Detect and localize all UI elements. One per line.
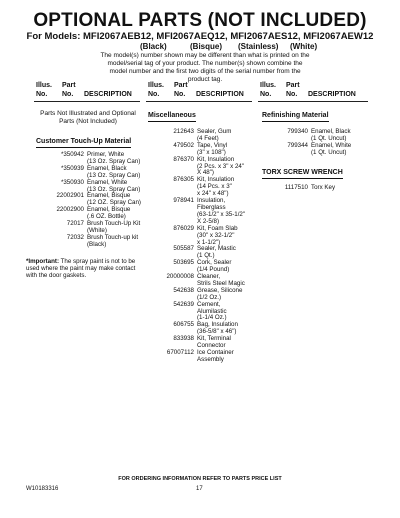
part-number: 1117510 [284,184,308,191]
header-rule-1 [34,101,140,102]
description-label: DESCRIPTION [84,90,132,98]
page-number: 17 [196,486,203,492]
list-item [148,246,254,260]
part-number: 72032 [66,233,84,241]
miscellaneous-list [148,129,254,364]
part-description: Ice Container Assembly [197,349,234,363]
illus-label: Illus. [36,82,52,89]
part-number: 876305 [173,176,194,184]
part-label: Part [174,82,188,89]
part-description: Enamel, Black (1 Qt. Uncut) [311,128,351,142]
part-description: Primer, White (13 Oz. Spray Can) [87,151,141,165]
column-header-1 [36,82,132,99]
part-number: 20000008 [166,273,194,281]
part-label: Part [286,82,300,89]
part-description: Enamel, White (1 Qt. Uncut) [311,141,352,156]
color-white: (White) [290,42,318,51]
part-number: 212643 [173,128,194,135]
list-item [36,152,140,166]
header-rule-2 [146,101,252,102]
part-description: Cleaner, Strils Steel Magic [197,273,245,287]
part-number: 606755 [173,321,194,329]
torx-list [258,185,368,192]
list-item [36,180,140,194]
part-no-label: No. [62,90,74,98]
color-bisque: (Bisque) [190,42,222,51]
part-description: Kit, Insulation (14 Pcs. x 3" x 24" x 48") [197,176,235,198]
part-description: Bag, Insulation (36-5/8" x 46") [197,321,238,336]
list-item [36,193,140,207]
part-description: Brush Touch-Up Kit (White) [87,220,141,234]
list-item [148,129,254,143]
part-number: 978941 [173,197,194,205]
list-item [148,274,254,288]
part-description: Enamel, Bisque (12 OZ. Spray Can) [87,192,141,207]
part-number: 22002901 [56,192,84,200]
page-title: OPTIONAL PARTS (NOT INCLUDED) [33,10,367,31]
part-number: 505587 [173,245,194,253]
part-description: Brush Touch-up kit (Black) [87,233,139,248]
part-number: 503695 [173,259,194,267]
part-number: 542639 [173,300,194,308]
important-label: *Important: [26,258,59,265]
description-label: DESCRIPTION [196,90,244,98]
part-description: Cork, Sealer (1/4 Pound) [197,259,232,274]
part-number: 22002900 [56,206,84,214]
part-number: *350942 [60,151,84,158]
list-item [148,177,254,198]
part-description: Cement, Alumilastic (1-1/4 Oz.) [197,300,227,322]
list-item [36,221,140,235]
touch-up-list [36,152,140,249]
part-number: 799340 [287,128,308,135]
model-numbers: For Models: MFI2067AEB12, MFI2067AEQ12, MFI2067AES12, MFI2067AEW12 [26,31,374,42]
part-description: Sealer, Mastic (1 Qt.) [197,245,236,260]
document-number: W10183316 [26,486,59,492]
section-refinishing: Refinishing Material [262,112,329,122]
important-text: The spray paint is not to be used where the paint may make contact with the door gaskets. [26,258,136,279]
list-item [148,288,254,302]
color-black: (Black) [140,42,167,51]
illus-label: Illus. [260,82,276,89]
refinishing-list [258,129,368,157]
part-number: *350930 [60,178,84,186]
part-number: 542638 [173,286,194,294]
list-item [258,129,368,143]
part-label: Part [62,82,76,89]
section-miscellaneous: Miscellaneous [148,112,196,122]
illus-no-label: No. [148,90,160,98]
color-stainless: (Stainless) [238,42,279,51]
part-no-label: No. [174,90,186,98]
list-item [148,322,254,336]
part-description: Grease, Silicone (1/2 Oz.) [197,286,243,301]
list-item [148,302,254,323]
list-item [36,166,140,180]
not-illustrated-note: Parts Not Illustrated and Optional Parts (Not Included) [40,110,136,125]
part-number: 876029 [173,224,194,232]
part-number: 833938 [173,335,194,343]
section-torx-wrench: TORX SCREW WRENCH [262,169,343,179]
part-description: Enamel, Black (13 Oz. Spray Can) [87,164,141,179]
illus-no-label: No. [36,90,48,98]
part-description: Sealer, Gum (4 Feet) [197,128,232,142]
list-item [148,157,254,178]
section-touch-up: Customer Touch-Up Material [36,138,131,148]
list-item [258,185,368,192]
part-description: Kit, Terminal Connector [197,335,231,350]
important-note [26,258,136,279]
column-header-3 [260,82,356,99]
ordering-info: FOR ORDERING INFORMATION REFER TO PARTS PRICE LIST [118,476,282,482]
list-item [36,207,140,221]
part-number: *350939 [60,164,84,172]
part-description: Kit, Foam Slab (30" x 32-1/2" x 1-1/2") [197,224,238,246]
part-number: 876370 [173,155,194,163]
list-item [36,235,140,249]
part-description: Insulation, Fiberglass (63-1/2" x 35-1/2" X 2-5/8) [197,197,246,225]
list-item [148,260,254,274]
part-no-label: No. [286,90,298,98]
illus-no-label: No. [260,90,272,98]
part-number: 799344 [287,141,308,149]
part-description: Tape, Vinyl (3" x 108") [197,141,228,156]
part-number: 67007112 [166,349,194,356]
list-item [148,226,254,247]
part-description: Enamel, Bisque (.6 OZ. Bottle) [87,206,131,221]
part-description: Kit, Insulation (2 Pcs. x 3" x 24" X 48") [197,155,245,177]
list-item [258,143,368,157]
header-rule-3 [258,101,368,102]
list-item [148,350,254,364]
part-number: 479502 [173,141,194,149]
column-header-2 [148,82,244,99]
model-note: The model(s) number shown may be different than what is printed on the model/serial tag of your product. The number(s) shown combine the model number and the first two digits of the serial number from the product tag. [100,52,310,83]
part-description: Torx Key [311,184,336,191]
part-description: Enamel, White (13 Oz. Spray Can) [87,178,141,193]
list-item [148,198,254,226]
list-item [148,336,254,350]
description-label: DESCRIPTION [308,90,356,98]
part-number: 72017 [66,220,84,228]
illus-label: Illus. [148,82,164,89]
list-item [148,143,254,157]
